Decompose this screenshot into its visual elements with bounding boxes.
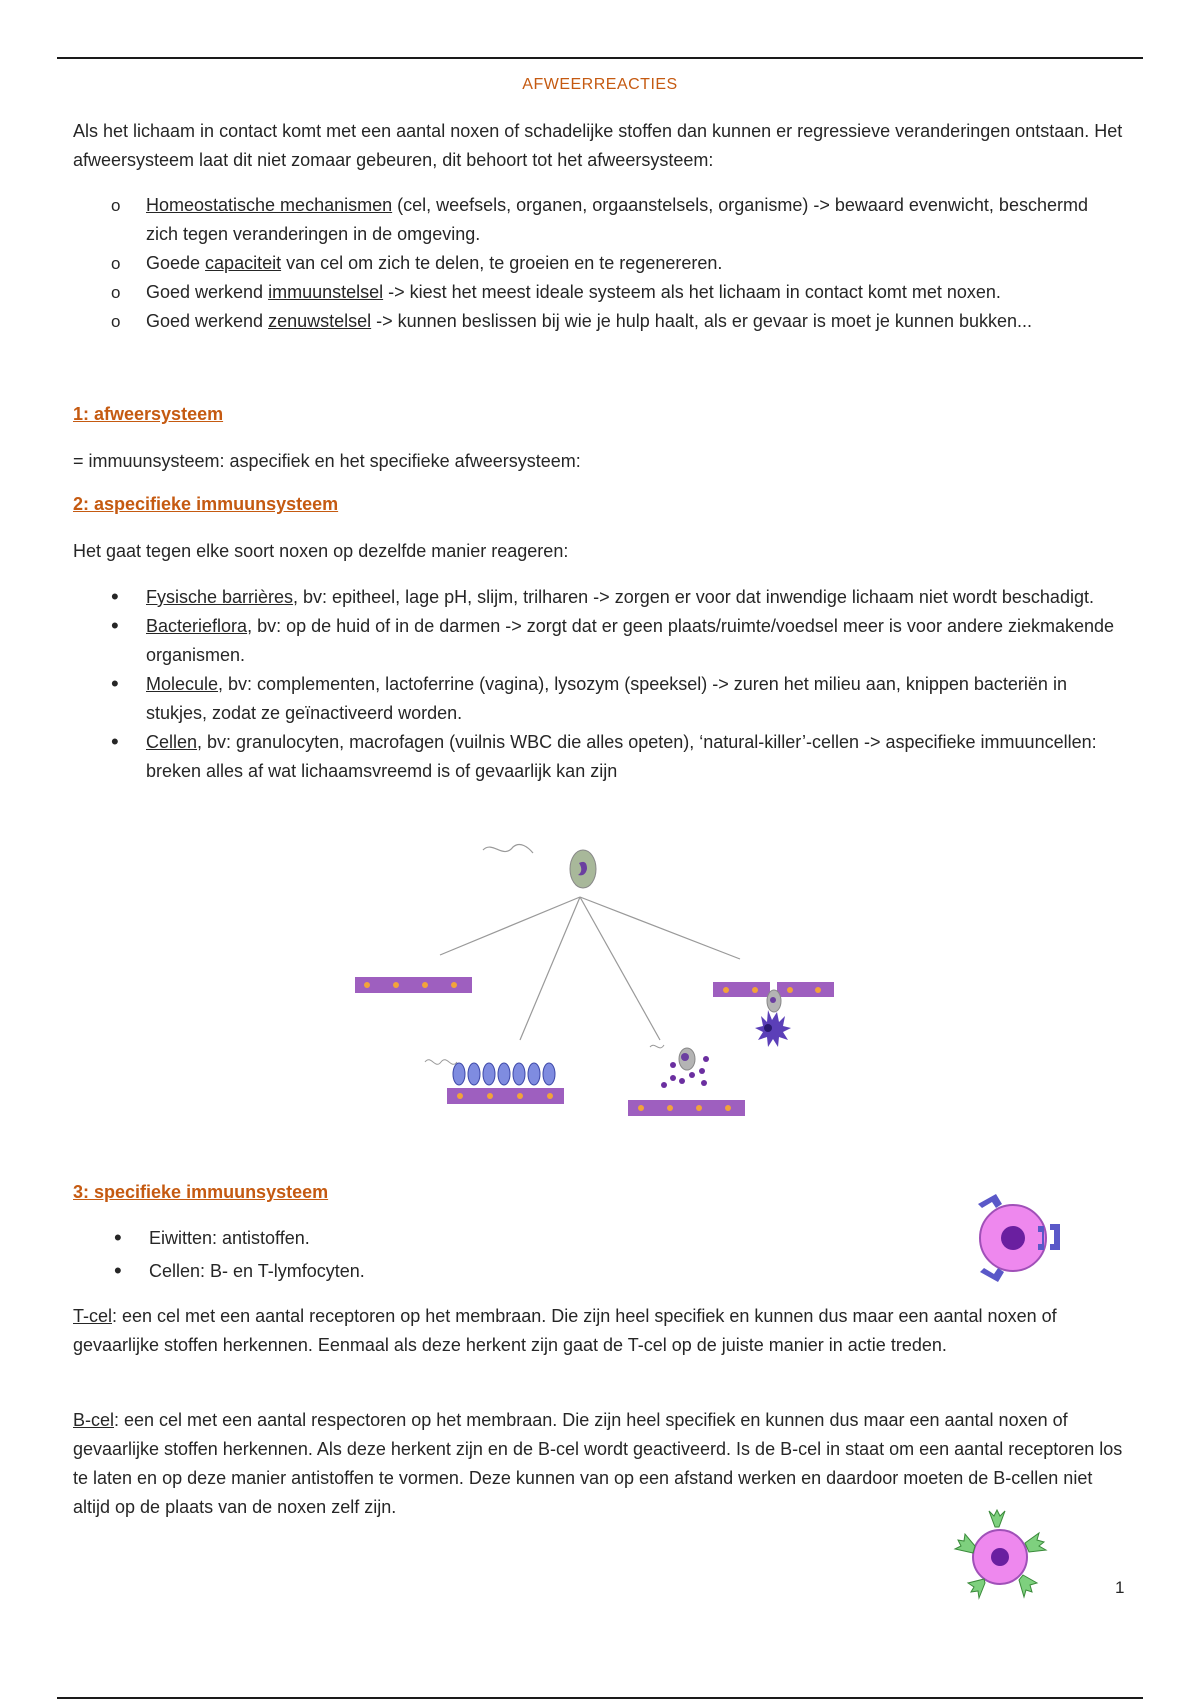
list-item: • Fysische barrières, bv: epitheel, lage pH, slijm, trilharen -> zorgen er voor dat inwendige lichaam niet wordt beschadigt. [111,583,1121,612]
bottom-rule [57,1697,1143,1699]
intro-paragraph: Als het lichaam in contact komt met een aantal noxen of schadelijke stoffen dan kunnen er regressieve veranderingen ontstaan. Het afweersysteem laat dit niet zomaar gebeuren, dit behoort tot het afweersysteem: [73,121,1123,170]
section-2-heading: 2: aspecifieke immuunsysteem [73,494,339,514]
term: immuunstelsel [268,282,384,302]
cell-attack-barrier [713,982,834,1047]
list-item: • Molecule, bv: complementen, lactoferrine (vagina), lysozym (speeksel) -> zuren het milieu aan, knippen bacteriën in stukjes, zodat ze geïnactiveerd worden. [111,670,1121,728]
b-cell-nucleus-icon [991,1548,1009,1566]
list-item: • Cellen, bv: granulocyten, macrofagen (vuilnis WBC die alles opeten), ‘natural-killer’-cellen -> aspecifieke immuuncellen: breken alles af wat lichaamsvreemd is of gevaarlijk kan zijn [111,728,1121,786]
top-rule [57,57,1143,59]
term: Homeostatische mechanismen [146,195,393,215]
term: capaciteit [205,253,282,273]
section-3-heading: 3: specifieke immuunsysteem [73,1182,329,1202]
term: T-cel [73,1306,113,1326]
flagellum-icon [483,845,533,853]
aspecific-defence-diagram [340,835,860,1125]
term: Molecule [146,674,219,694]
receptor-icon [980,1268,1004,1282]
term: Cellen [146,732,198,752]
section-1-text: = immuunsysteem: aspecifiek en het specifieke afweersysteem: [73,451,581,471]
list-item: • Cellen: B- en T-lymfocyten. [114,1257,1124,1286]
receptor-icon [978,1194,1002,1208]
list-item: o Homeostatische mechanismen (cel, weefsels, organen, orgaanstelsels, organisme) -> bewaard evenwicht, beschermd zich tegen veranderingen in de omgeving. [111,191,1121,249]
term: zenuwstelsel [268,311,372,331]
t-cell-diagram [970,1188,1070,1288]
aspecific-list [111,583,1121,786]
intro-list [111,191,1121,336]
molecule-attack [628,1045,745,1116]
arrows [440,897,740,1040]
b-cell-paragraph: B-cel: een cel met een aantal respectoren op het membraan. Die zijn heel specifiek en kunnen dus maar een aantal noxen of gevaarlijke stoffen herkennen. Als deze herkent zijn en de B-cel wordt geactiveerd. Is de B-cel in staat om een aantal receptoren los te laten en op deze manier antistoffen te vormen. Deze kunnen van op een afstand werken en daardoor moeten de B-cellen niet altijd op de plaats van de noxen zelf zijn. [73,1410,1123,1517]
term: Fysische barrières [146,587,294,607]
list-item: o Goed werkend zenuwstelsel -> kunnen beslissen bij wie je hulp haalt, als er gevaar is moet je kunnen bukken... [111,307,1121,336]
page-number: 1 [1115,1578,1125,1597]
list-item: o Goede capaciteit van cel om zich te delen, te groeien en te regenereren. [111,249,1121,278]
barrier-left [355,977,472,993]
t-cell-paragraph: T-cel: een cel met een aantal receptoren op het membraan. Die zijn heel specifiek en kunnen dus maar een aantal noxen of gevaarlijke stoffen herkennen. Eenmaal als deze herkent zijn gaat de T-cel op de juiste manier in actie treden. [73,1306,1057,1355]
b-cell-diagram [945,1505,1050,1605]
receptor-icon [1050,1224,1060,1250]
term: Bacterieflora [146,616,248,636]
list-item: • Bacterieflora, bv: op de huid of in de darmen -> zorgt dat er geen plaats/ruimte/voedsel meer is voor andere ziekmakende organismen. [111,612,1121,670]
t-cell-nucleus-icon [1001,1226,1025,1250]
page-title: AFWEERREACTIES [522,76,678,93]
section-1-heading: 1: afweersysteem [73,404,224,424]
natural-killer-cell-icon [755,1010,791,1047]
list-item: o Goed werkend immuunstelsel -> kiest het meest ideale systeem als het lichaam in contact komt met noxen. [111,278,1121,307]
section-2-text: Het gaat tegen elke soort noxen op dezelfde manier reageren: [73,541,569,561]
bacterial-flora-barrier [425,1060,564,1104]
list-item: • Eiwitten: antistoffen. [114,1224,1124,1253]
term: B-cel [73,1410,115,1430]
